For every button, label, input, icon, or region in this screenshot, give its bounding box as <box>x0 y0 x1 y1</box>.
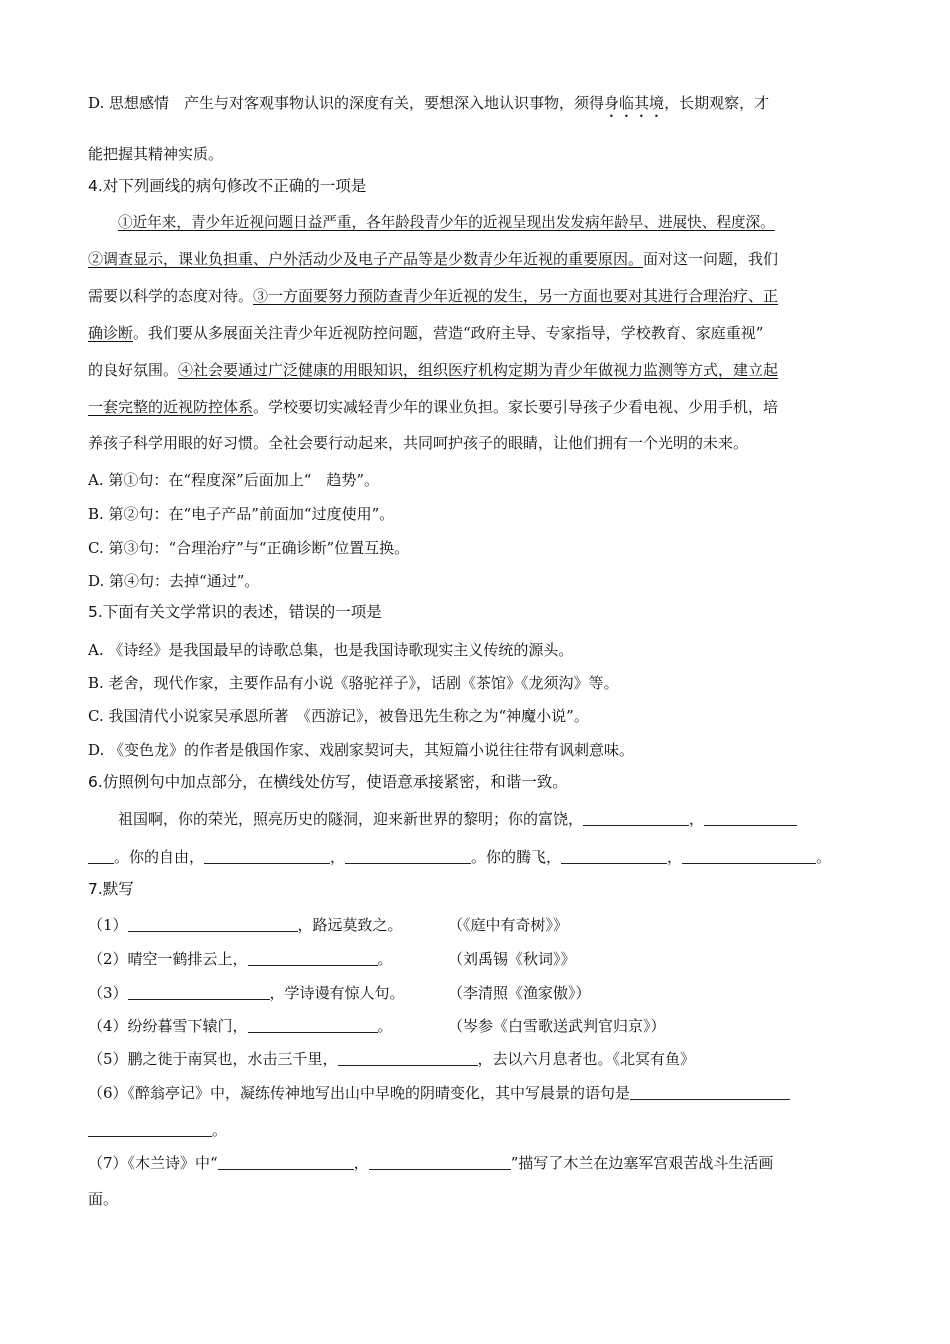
question-4-heading: 4.对下列画线的病句修改不正确的一项是 <box>88 177 367 195</box>
q4-passage-text: 的良好氛围。 <box>88 361 179 379</box>
q3-option-d-text: D. 思想感情 产生与对客观事物认识的深度有关，要想深入地认识事物，须得 <box>88 94 605 112</box>
q7-text: （4）纷纷暮雪下辕门， <box>88 1017 248 1035</box>
q7-item-3 <box>88 982 405 1004</box>
question-6-heading: 6.仿照例句中加点部分，在横线处仿写，使语意承接紧密，和谐一致。 <box>88 773 568 791</box>
q6-punct: ， <box>330 848 346 866</box>
q7-item-2-source: （刘禹锡《秋词》》 <box>448 950 576 968</box>
answer-blank[interactable] <box>630 1084 790 1100</box>
q7-text: ，学诗谩有惊人句。 <box>269 984 405 1002</box>
answer-blank[interactable] <box>561 848 667 864</box>
answer-blank[interactable] <box>128 916 298 932</box>
q7-punct: ， <box>353 1154 369 1172</box>
answer-blank[interactable] <box>345 848 471 864</box>
q4-passage-line2 <box>88 248 778 270</box>
q7-text: （2）晴空一鹤排云上， <box>88 950 248 968</box>
q4-sentence-4-end: 一套完整的近视防控体系 <box>88 398 254 416</box>
q3-option-d-line1 <box>88 92 769 121</box>
answer-blank[interactable] <box>369 1154 511 1170</box>
q4-passage-line4 <box>88 322 763 344</box>
q7-item-number: （1） <box>88 916 128 934</box>
q7-item-number: （3） <box>88 984 128 1002</box>
q4-sentence-3-end: 确诊断 <box>88 324 134 342</box>
q7-item-4-source: （岑参《白雪歌送武判官归京》） <box>448 1017 666 1035</box>
q4-passage-text: 。学校要切实减轻青少年的课业负担。家长要引导孩子少看电视、少用手机，培 <box>253 398 779 416</box>
q7-punct: 。 <box>377 950 393 968</box>
q6-text: 祖国啊，你的荣光，照亮历史的隧洞，迎来新世界的黎明；你的富饶， <box>118 810 584 828</box>
q7-punct: 。 <box>212 1121 228 1139</box>
q5-option-d[interactable]: D. 《变色龙》的作者是俄国作家、戏剧家契诃夫，其短篇小说往往带有讽刺意味。 <box>88 741 635 759</box>
q3-option-d-dotted-phrase: 身临其境 <box>604 94 665 112</box>
q6-text: 。你的腾飞， <box>471 848 562 866</box>
q4-sentence-3: ③一方面要努力预防查青少年近视的发生，另一方面也要对其进行合理治疗、正 <box>253 287 779 305</box>
answer-blank[interactable] <box>204 848 330 864</box>
q7-item-1-source: （《庭中有奇树》》 <box>448 916 569 934</box>
answer-blank[interactable] <box>128 984 270 1000</box>
q4-passage-line3 <box>88 285 778 307</box>
q7-text: （5）鹏之徙于南冥也，水击三千里， <box>88 1050 338 1068</box>
q5-option-a[interactable]: A. 《诗经》是我国最早的诗歌总集，也是我国诗歌现实主义传统的源头。 <box>88 641 574 659</box>
answer-blank[interactable] <box>583 810 689 826</box>
q7-item-6 <box>88 1082 790 1104</box>
q7-text: ，去以六月息者也。《北冥有鱼》 <box>477 1050 696 1068</box>
answer-blank[interactable] <box>88 848 114 864</box>
q7-text: （7）《木兰诗》中“ <box>88 1154 218 1172</box>
q7-item-5 <box>88 1048 695 1070</box>
q7-item-4 <box>88 1015 393 1037</box>
q6-text: 。你的自由， <box>114 848 205 866</box>
q4-passage-line6 <box>88 396 778 418</box>
question-7-heading: 7.默写 <box>88 880 134 898</box>
q7-item-7-cont: 面。 <box>88 1190 119 1208</box>
q7-text: （6）《醉翁亭记》中，凝练传神地写出山中早晚的阴晴变化，其中写晨景的语句是 <box>88 1084 631 1102</box>
q4-passage-line1 <box>118 212 775 234</box>
answer-blank[interactable] <box>88 1121 212 1137</box>
q7-item-7 <box>88 1152 773 1174</box>
q6-line1 <box>118 808 797 830</box>
answer-blank[interactable] <box>338 1050 478 1066</box>
q7-item-3-source: （李清照《渔家傲》） <box>448 984 591 1002</box>
answer-blank[interactable] <box>248 950 378 966</box>
q4-sentence-1: ①近年来，青少年近视问题日益严重，各年龄段青少年的近视呈现出发发病年龄早、进展快、程度深。 <box>118 214 775 231</box>
q4-passage-text: 需要以科学的态度对待。 <box>88 287 254 305</box>
q4-option-c[interactable]: C. 第③句：“合理治疗”与“正确诊断”位置互换。 <box>88 539 410 557</box>
q7-item-2 <box>88 948 393 970</box>
answer-blank[interactable] <box>682 848 816 864</box>
q7-text: ”描写了木兰在边塞军宫艰苦战斗生活画 <box>510 1154 774 1172</box>
q6-line2 <box>88 846 831 868</box>
q5-option-c[interactable]: C. 我国清代小说家吴承恩所著 《西游记》，被鲁迅先生称之为“神魔小说”。 <box>88 707 589 725</box>
q3-option-d-line2: 能把握其精神实质。 <box>88 145 224 163</box>
q4-option-b[interactable]: B. 第②句：在“电子产品”前面加“过度使用”。 <box>88 505 395 523</box>
q4-sentence-4: ④社会要通过广泛健康的用眼知识，组织医疗机构定期为青少年做视力监测等方式，建立起 <box>178 361 779 379</box>
q6-punct: 。 <box>816 848 832 866</box>
q7-item-6-cont <box>88 1119 227 1141</box>
q5-option-b[interactable]: B. 老舍，现代作家，主要作品有小说《骆驼祥子》，话剧《茶馆》《龙须沟》等。 <box>88 674 619 692</box>
question-5-heading: 5.下面有关文学常识的表述，错误的一项是 <box>88 603 382 621</box>
q6-punct: ， <box>667 848 683 866</box>
q4-passage-text: 面对这一问题，我们 <box>643 250 779 268</box>
q4-passage-text: 。我们要从多展面关注青少年近视防控问题，营造“政府主导、专家指导，学校教育、家庭重视” <box>133 324 764 342</box>
q7-text: ，路远莫致之。 <box>297 916 403 934</box>
q4-sentence-2: ②调查显示，课业负担重、户外活动少及电子产品等是少数青少年近视的重要原因。 <box>88 250 644 268</box>
q4-option-d[interactable]: D. 第④句：去掉“通过”。 <box>88 572 260 590</box>
q3-option-d-text-end: ，长期观察，才 <box>664 94 770 112</box>
q7-item-1 <box>88 914 403 936</box>
answer-blank[interactable] <box>248 1017 378 1033</box>
q6-punct: ， <box>689 810 705 828</box>
q4-option-a[interactable]: A. 第①句：在“程度深”后面加上“ 趋势”。 <box>88 471 380 489</box>
answer-blank[interactable] <box>218 1154 354 1170</box>
q4-passage-line5 <box>88 359 778 381</box>
answer-blank[interactable] <box>704 810 797 826</box>
q7-punct: 。 <box>377 1017 393 1035</box>
q4-passage-line7: 养孩子科学用眼的好习惯。全社会要行动起来，共同呵护孩子的眼睛，让他们拥有一个光明的未来。 <box>88 434 749 452</box>
